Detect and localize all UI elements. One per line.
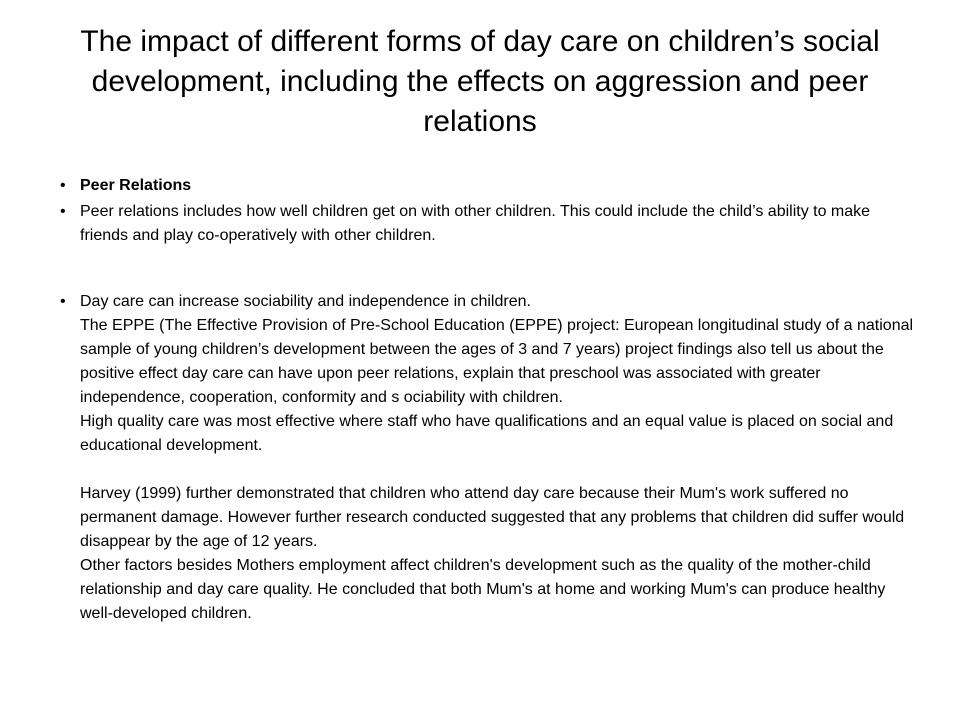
bullet-item-peer-relations-heading [60,174,920,200]
slide-title: The impact of different forms of day care on children’s social development, including the effects on aggression and peer relations [80,25,880,138]
paragraph-gap [80,458,920,482]
bullet-definition-text: Peer relations includes how well children get on with other children. This could include the child’s ability to make friends and play co-operatively with other children. [80,203,871,244]
bullet-item-peer-relations-definition [60,200,920,290]
bullet-list [60,174,920,626]
high-quality-care-paragraph: High quality care was most effective where staff who have qualifications and an equal value is placed on social and educational development. [80,413,894,454]
eppe-findings-paragraph: The EPPE (The Effective Provision of Pre-School Education (EPPE) project: European longitudinal study of a national sample of young children’s development between the ages of 3 and 7 years) project findings also tell us about the positive effect day care can have upon peer relations, explain that preschool was associated with greater independence, cooperation, conformity and s ociability with children. [80,317,914,406]
bullet-icon: • [60,203,66,220]
bullet-item-day-care-sociability [60,290,920,626]
bullet-research-body [80,290,920,626]
sociability-statement: Day care can increase sociability and independence in children. [80,293,531,310]
bullet-heading-text: Peer Relations [80,177,192,194]
harvey-study-paragraph: Harvey (1999) further demonstrated that children who attend day care because their Mum's work suffered no permanent damage. However further research conducted suggested that any problems that children did suffer would disappear by the age of 12 years. [80,485,905,550]
other-factors-paragraph: Other factors besides Mothers employment affect children's development such as the quality of the mother-child relationship and day care quality. He concluded that both Mum's at home and working Mum's can produce healthy well-developed children. [80,557,886,622]
bullet-icon: • [60,293,66,310]
bullet-icon: • [60,177,66,194]
